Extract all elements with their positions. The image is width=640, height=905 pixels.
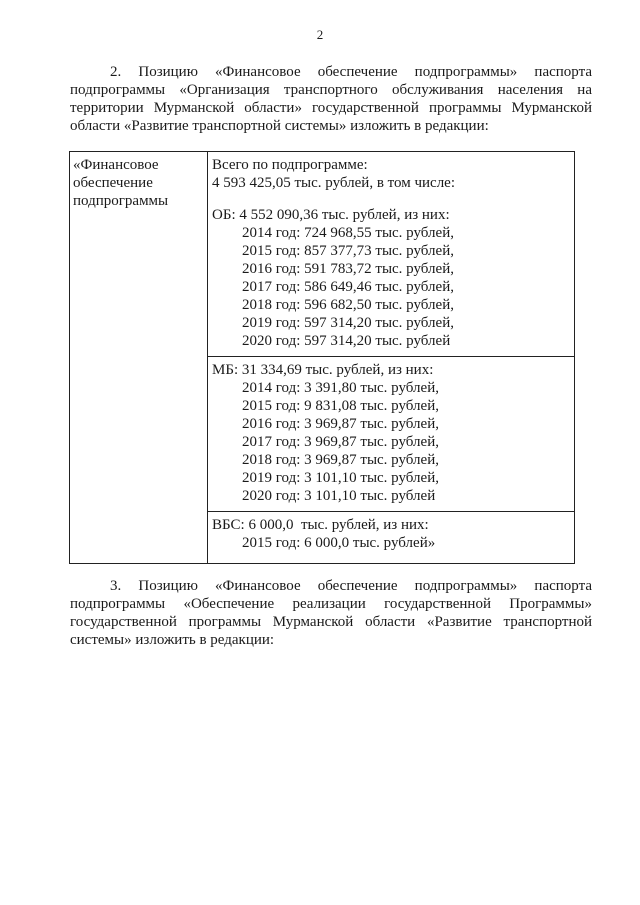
mb-year-line: 2014 год: 3 391,80 тыс. рублей, <box>242 380 439 396</box>
paragraph-line: системы» изложить в редакции: <box>70 632 275 648</box>
paragraph-line: подпрограммы «Обеспечение реализации государственной Программы» <box>70 596 592 612</box>
paragraph-item-3 <box>70 577 592 649</box>
total-amount: 4 593 425,05 тыс. рублей, в том числе: <box>212 175 456 191</box>
ob-year-line: 2016 год: 591 783,72 тыс. рублей, <box>242 261 454 277</box>
paragraph-item-2 <box>70 63 592 135</box>
mb-year-line: 2015 год: 9 831,08 тыс. рублей, <box>242 398 439 414</box>
mb-year-line: 2018 год: 3 969,87 тыс. рублей, <box>242 452 439 468</box>
paragraph-line: территории Мурманской области» государственной программы Мурманской <box>70 100 592 116</box>
ob-year-line: 2019 год: 597 314,20 тыс. рублей, <box>242 315 454 331</box>
mb-year-line: 2019 год: 3 101,10 тыс. рублей, <box>242 470 439 486</box>
paragraph-line: 3. Позицию «Финансовое обеспечение подпрограммы» паспорта <box>110 578 592 594</box>
ob-header: ОБ: 4 552 090,36 тыс. рублей, из них: <box>212 207 450 223</box>
mb-funding-cell <box>208 357 575 512</box>
label-line: обеспечение <box>73 175 153 191</box>
ob-year-line: 2015 год: 857 377,73 тыс. рублей, <box>242 243 454 259</box>
ob-funding-cell <box>208 152 575 357</box>
mb-year-line: 2020 год: 3 101,10 тыс. рублей <box>242 488 436 504</box>
paragraph-line: государственной программы Мурманской области «Развитие транспортной <box>70 614 592 630</box>
paragraph-line: области «Развитие транспортной системы» изложить в редакции: <box>70 118 489 134</box>
ob-year-line: 2014 год: 724 968,55 тыс. рублей, <box>242 225 454 241</box>
mb-year-line: 2016 год: 3 969,87 тыс. рублей, <box>242 416 439 432</box>
paragraph-line: 2. Позицию «Финансовое обеспечение подпрограммы» паспорта <box>110 64 592 80</box>
ob-year-line: 2017 год: 586 649,46 тыс. рублей, <box>242 279 454 295</box>
label-line: «Финансовое <box>73 157 159 173</box>
label-line: подпрограммы <box>73 193 169 209</box>
vbs-funding-cell <box>208 512 575 564</box>
mb-year-line: 2017 год: 3 969,87 тыс. рублей, <box>242 434 439 450</box>
mb-header: МБ: 31 334,69 тыс. рублей, из них: <box>212 362 434 378</box>
paragraph-line: подпрограммы «Организация транспортного обслуживания населения на <box>70 82 592 98</box>
vbs-year-line: 2015 год: 6 000,0 тыс. рублей» <box>242 535 436 551</box>
ob-year-line: 2018 год: 596 682,50 тыс. рублей, <box>242 297 454 313</box>
table-row <box>70 152 575 357</box>
ob-year-line: 2020 год: 597 314,20 тыс. рублей <box>242 333 451 349</box>
financing-table <box>69 151 575 564</box>
page-number: 2 <box>316 27 324 42</box>
position-label-cell <box>70 152 208 564</box>
total-label: Всего по подпрограмме: <box>212 157 368 173</box>
vbs-header: ВБС: 6 000,0 тыс. рублей, из них: <box>212 517 429 533</box>
